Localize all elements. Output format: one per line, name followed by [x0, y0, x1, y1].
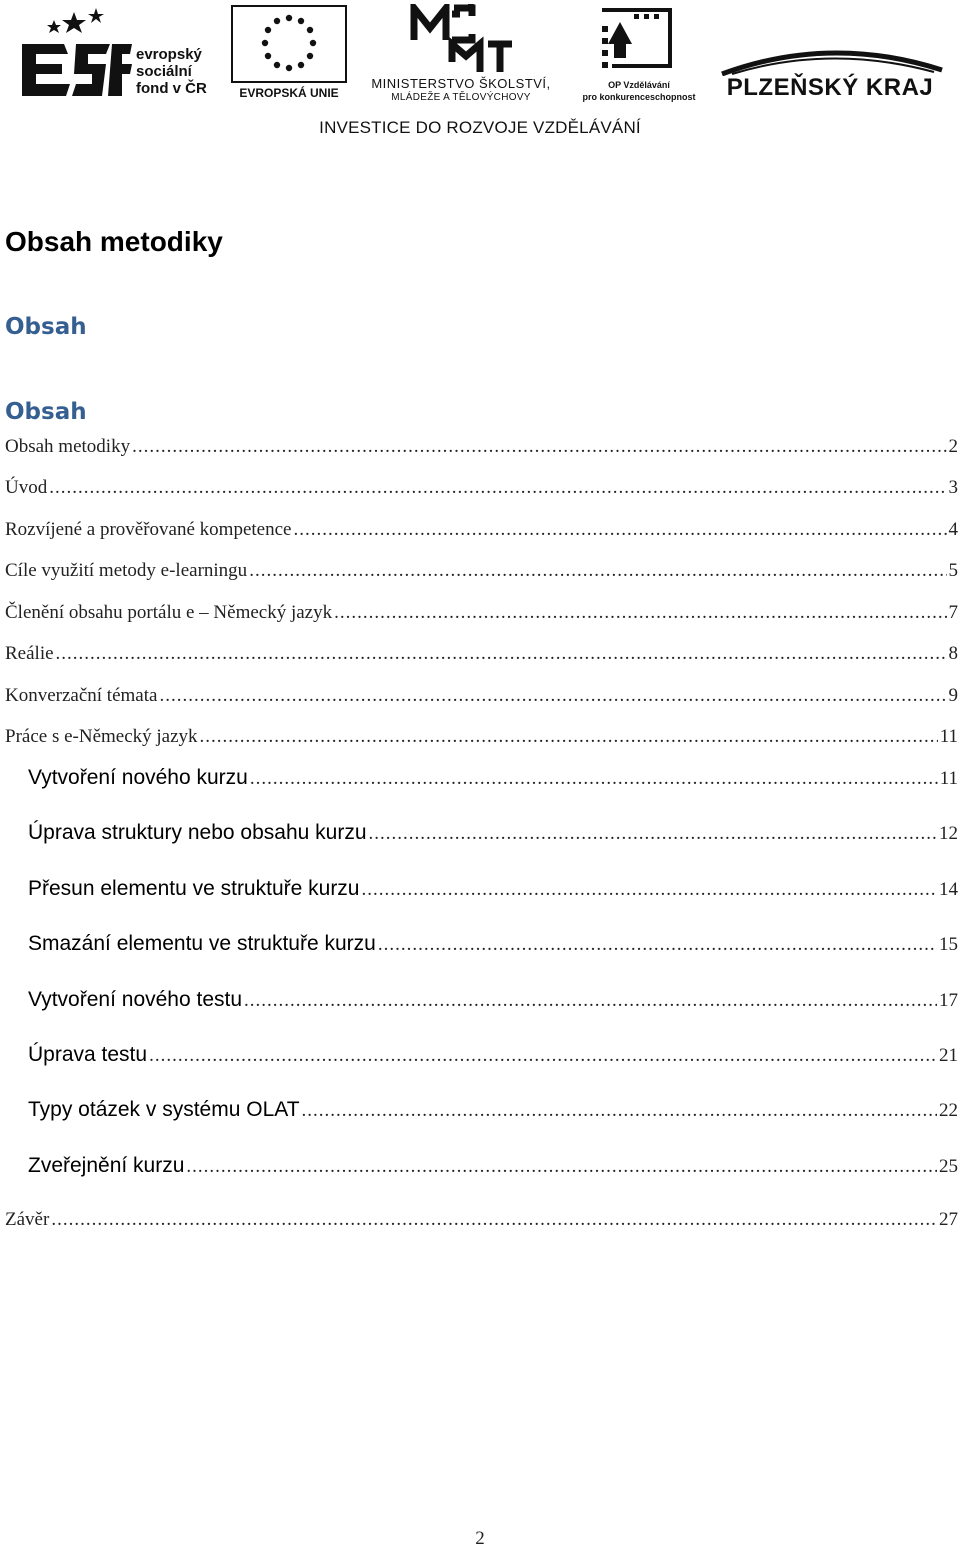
toc-entry-page: 9: [948, 685, 958, 706]
toc-entry-page: 25: [939, 1156, 958, 1177]
toc-leader-dots: [149, 1045, 937, 1067]
toc-leader-dots: [302, 1100, 937, 1122]
toc-entry-label: Vytvoření nového kurzu: [28, 766, 248, 789]
toc-entry-label: Práce s e-Německý jazyk: [5, 726, 198, 747]
plzen-region-logo: [712, 40, 948, 106]
toc-entry-page: 11: [939, 768, 958, 789]
toc-entry-label: Členění obsahu portálu e – Německý jazyk: [5, 602, 333, 623]
toc-entry-page: 21: [939, 1045, 958, 1066]
esf-logo: [14, 6, 224, 102]
toc-leader-dots: [200, 726, 938, 748]
toc-entry-page: 27: [939, 1209, 958, 1230]
toc-entry-label: Smazání elementu ve struktuře kurzu: [28, 932, 376, 955]
toc-entry[interactable]: [5, 1209, 958, 1237]
investice-tagline: INVESTICE DO ROZVOJE VZDĚLÁVÁNÍ: [319, 118, 641, 137]
toc-entry[interactable]: [5, 477, 958, 505]
toc-leader-dots: [249, 560, 946, 582]
plzen-region-crest: [712, 40, 948, 76]
toc-entry-page: 17: [939, 990, 958, 1011]
toc-leader-dots: [51, 1209, 937, 1231]
toc-entry-page: 15: [939, 934, 958, 955]
toc-entry[interactable]: [5, 602, 958, 630]
toc-leader-dots: [334, 602, 946, 624]
toc-entry-label: Reálie: [5, 643, 54, 664]
opvk-logo: [572, 4, 706, 104]
toc-leader-dots: [378, 934, 937, 956]
toc-subentry[interactable]: [28, 821, 958, 849]
toc-entry-page: 12: [939, 823, 958, 844]
page-number: 2: [475, 1528, 485, 1549]
toc-entry-page: 11: [939, 726, 958, 747]
toc-entry-page: 3: [948, 477, 958, 498]
msmt-line-2: MLÁDEŽE A TĚLOVÝCHOVY: [391, 92, 531, 103]
toc-leader-dots: [49, 477, 946, 499]
toc-subentry[interactable]: [28, 1043, 958, 1071]
toc-entry-page: 2: [948, 436, 958, 457]
toc-leader-dots: [369, 823, 937, 845]
toc-heading: Obsah: [5, 314, 87, 340]
toc-entry-label: Zveřejnění kurzu: [28, 1154, 185, 1177]
opvk-line-1: OP Vzdělávání: [608, 80, 670, 90]
toc-leader-dots: [293, 519, 946, 541]
toc-entry-page: 7: [948, 602, 958, 623]
toc-entry-label: Úvod: [5, 477, 48, 498]
toc-entry-page: 4: [948, 519, 958, 540]
toc-entry-label: Úprava testu: [28, 1043, 148, 1066]
toc-entry-label: Přesun elementu ve struktuře kurzu: [28, 877, 360, 900]
toc-entry-page: 14: [939, 879, 958, 900]
esf-mark-icon: [14, 6, 134, 102]
toc-entry-label: Konverzační témata: [5, 685, 158, 706]
toc-leader-dots: [56, 643, 947, 665]
esf-line-2: sociální: [136, 63, 192, 80]
toc-entry[interactable]: [5, 519, 958, 547]
toc-subentry[interactable]: [28, 932, 958, 960]
region-name: PLZEŇSKÝ KRAJ: [726, 74, 934, 101]
opvk-mark-icon: [572, 4, 706, 76]
eu-logo: [228, 4, 350, 102]
esf-line-3: fond v ČR: [136, 80, 207, 97]
msmt-logo: [356, 4, 566, 104]
toc-entry[interactable]: [5, 560, 958, 588]
toc-subentry[interactable]: [28, 877, 958, 905]
toc-entry-label: Obsah metodiky: [5, 436, 131, 457]
toc-subentry[interactable]: [28, 766, 958, 794]
msmt-mark-icon: [356, 4, 566, 74]
logo-header: [0, 0, 960, 145]
toc-leader-dots: [362, 879, 938, 901]
toc-subentry[interactable]: [28, 1154, 958, 1182]
toc-entry-label: Cíle využití metody e-learningu: [5, 560, 248, 581]
toc-entry-label: Vytvoření nového testu: [28, 988, 243, 1011]
toc-entry[interactable]: [5, 726, 958, 754]
msmt-line-1: MINISTERSTVO ŠKOLSTVÍ,: [371, 76, 551, 91]
toc-entry-page: 5: [948, 560, 958, 581]
toc-entry[interactable]: [5, 436, 958, 464]
eu-flag-icon: [228, 4, 350, 84]
toc-leader-dots: [132, 436, 946, 458]
toc-leader-dots: [250, 768, 938, 790]
toc-entry-label: Závěr: [5, 1209, 50, 1230]
opvk-line-2: pro konkurenceschopnost: [582, 92, 696, 102]
toc-entry-page: 22: [939, 1100, 958, 1121]
esf-line-1: evropský: [136, 46, 202, 63]
toc-entry-label: Rozvíjené a prověřované kompetence: [5, 519, 292, 540]
toc-subentry[interactable]: [28, 1098, 958, 1126]
page-title: Obsah metodiky: [5, 226, 223, 257]
toc-entry[interactable]: [5, 685, 958, 713]
toc-subentry[interactable]: [28, 988, 958, 1016]
toc-entry-page: 8: [948, 643, 958, 664]
toc-entry-label: Úprava struktury nebo obsahu kurzu: [28, 821, 367, 844]
toc-leader-dots: [159, 685, 946, 707]
eu-caption: EVROPSKÁ UNIE: [239, 86, 339, 100]
toc-entry[interactable]: [5, 643, 958, 671]
toc-leader-dots: [244, 990, 937, 1012]
toc-leader-dots: [186, 1156, 937, 1178]
toc-entry-label: Typy otázek v systému OLAT: [28, 1098, 300, 1121]
toc-heading-repeat: Obsah: [5, 399, 87, 425]
